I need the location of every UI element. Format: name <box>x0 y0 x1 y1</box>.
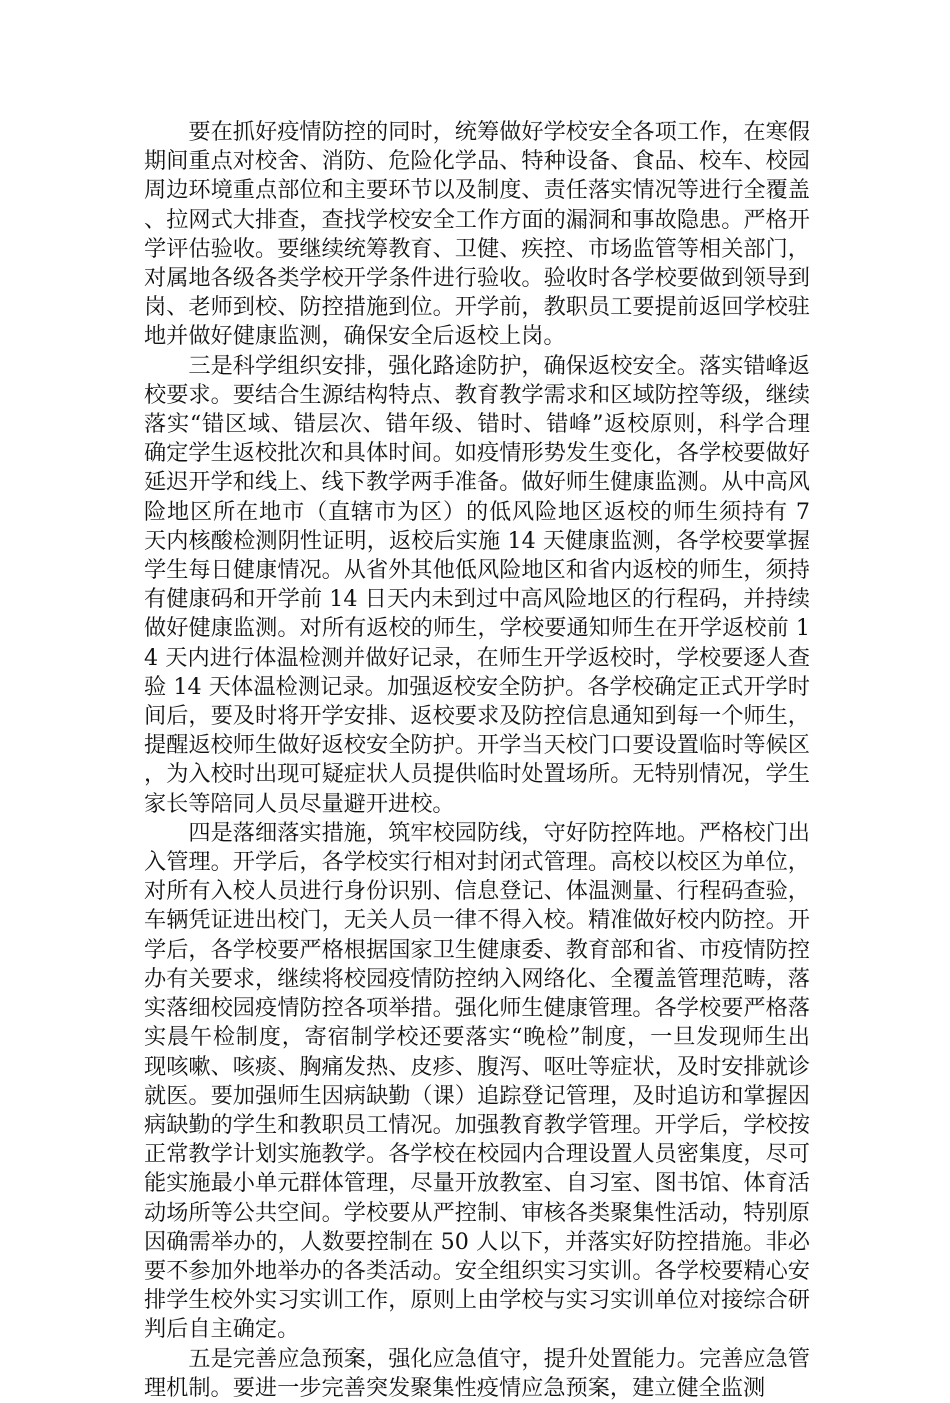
paragraph-emergency-plan: 五是完善应急预案，强化应急值守，提升处置能力。完善应急管理机制。要进一步完善突发聚集性疫情应急预案，建立健全监测 <box>144 1345 810 1401</box>
document-body <box>144 118 810 1403</box>
paragraph-campus-measures: 四是落细落实措施，筑牢校园防线，守好防控阵地。严格校门出入管理。开学后，各学校实行相对封闭式管理。高校以校区为单位，对所有入校人员进行身份识别、信息登记、体温测量、行程码查验，车辆凭证进出校门，无关人员一律不得入校。精准做好校内防控。开学后，各学校要严格根据国家卫生健康委、教育部和省、市疫情防控办有关要求，继续将校园疫情防控纳入网络化、全覆盖管理范畴，落实落细校园疫情防控各项举措。强化师生健康管理。各学校要严格落实晨午检制度，寄宿制学校还要落实“晚检”制度，一旦发现师生出现咳嗽、咳痰、胸痛发热、皮疹、腹泻、呕吐等症状，及时安排就诊就医。要加强师生因病缺勤（课）追踪登记管理，及时追访和掌握因病缺勤的学生和教职员工情况。加强教育教学管理。开学后，学校按正常教学计划实施教学。各学校在校园内合理设置人员密集度，尽可能实施最小单元群体管理，尽量开放教室、自习室、图书馆、体育活动场所等公共空间。学校要从严控制、审核各类聚集性活动，特别原因确需举办的，人数要控制在 50 人以下，并落实好防控措施。非必要不参加外地举办的各类活动。安全组织实习实训。各学校要精心安排学生校外实习实训工作，原则上由学校与实习实训单位对接综合研判后自主确定。 <box>144 819 810 1343</box>
paragraph-return-safety: 三是科学组织安排，强化路途防护，确保返校安全。落实错峰返校要求。要结合生源结构特点、教育教学需求和区域防控等级，继续落实“错区域、错层次、错年级、错时、错峰”返校原则，科学合理确定学生返校批次和具体时间。如疫情形势发生变化，各学校要做好延迟开学和线上、线下教学两手准备。做好师生健康监测。从中高风险地区所在地市（直辖市为区）的低风险地区返校的师生须持有 7 天内核酸检测阴性证明，返校后实施 14 天健康监测，各学校要掌握学生每日健康情况。从省外其他低风险地区和省内返校的师生，须持有健康码和开学前 14 日天内未到过中高风险地区的行程码，并持续做好健康监测。对所有返校的师生，学校要通知师生在开学返校前 14 天内进行体温检测并做好记录，在师生开学返校时，学校要逐人查验 14 天体温检测记录。加强返校安全防护。各学校确定正式开学时间后，要及时将开学安排、返校要求及防控信息通知到每一个师生，提醒返校师生做好返校安全防护。开学当天校门口要设置临时等候区，为入校时出现可疑症状人员提供临时处置场所。无特别情况，学生家长等陪同人员尽量避开进校。 <box>144 352 810 817</box>
paragraph-safety-inspection: 要在抓好疫情防控的同时，统筹做好学校安全各项工作，在寒假期间重点对校舍、消防、危险化学品、特种设备、食品、校车、校园周边环境重点部位和主要环节以及制度、责任落实情况等进行全覆盖、拉网式大排查，查找学校安全工作方面的漏洞和事故隐患。严格开学评估验收。要继续统筹教育、卫健、疾控、市场监管等相关部门，对属地各级各类学校开学条件进行验收。验收时各学校要做到领导到岗、老师到校、防控措施到位。开学前，教职员工要提前返回学校驻地并做好健康监测，确保安全后返校上岗。 <box>144 119 810 350</box>
